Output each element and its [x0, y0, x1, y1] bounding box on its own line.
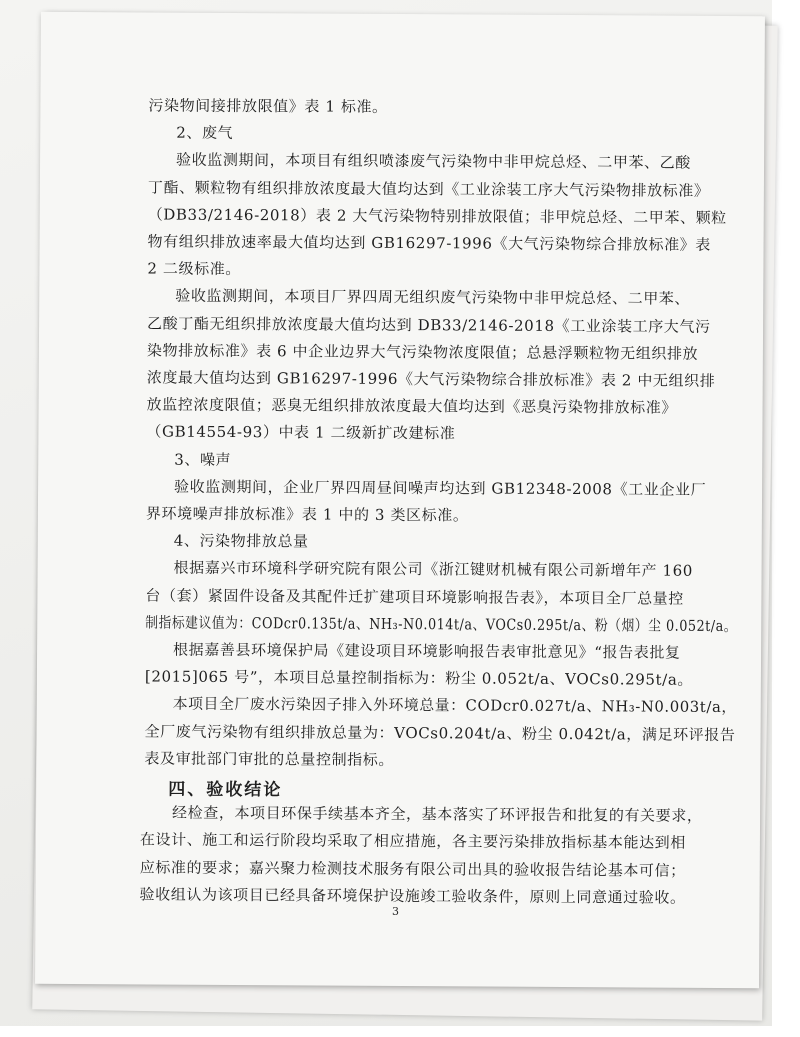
text-line: 在设计、施工和运行阶段均采取了相应措施，各主要污染排放指标基本能达到相	[139, 830, 686, 853]
text-line: 物有组织排放速率最大值均达到 GB16297-1996《大气污染物综合排放标准》表	[147, 232, 711, 254]
text-line: 浓度最大值均达到 GB16297-1996《大气污染物综合排放标准》表 2 中无组织排	[146, 368, 716, 390]
text-line: 污染物间接排放限值》表 1 标准。	[148, 96, 388, 116]
document-page-lower	[35, 12, 765, 988]
desk-edge-right	[772, 0, 800, 1037]
text-line: 验收监测期间，企业厂界四周昼间噪声均达到 GB12348-2008《工业企业厂	[174, 477, 707, 499]
text-line: [2015]065 号”，本项目总量控制指标为：粉尘 0.052t/a、VOCs0.295t/a。	[144, 667, 694, 689]
text-line: 应标准的要求；嘉兴聚力检测技术服务有限公司出具的验收报告结论基本可信；	[139, 858, 686, 880]
text-line: 经检查，本项目环保手续基本齐全，基本落实了环评报告和批复的有关要求，	[172, 803, 703, 826]
text-line: 验收监测期间，本项目厂界四周无组织废气污染物中非甲烷总烃、二甲苯、	[175, 287, 691, 309]
text-line: 台（套）紧固件设备及其配件迁扩建项目环境影响报告表》，本项目全厂总量控	[145, 586, 684, 608]
page-number: 3	[392, 904, 399, 918]
text-line: （GB14554-93）中表 1 二级新扩改建标准	[146, 422, 456, 443]
text-line: 2 二级标准。	[147, 259, 241, 279]
desk-edge-bottom	[0, 1026, 800, 1037]
section-heading-noise: 3、噪声	[174, 450, 232, 469]
text-line: 放监控浓度限值；恶臭无组织排放浓度最大值均达到《恶臭污染物排放标准》	[146, 395, 678, 417]
text-line: 表及审批部门审批的总量控制指标。	[144, 749, 395, 769]
text-line: （DB33/2146-2018）表 2 大气污染物特别排放限值；非甲烷总烃、二甲苯、颗粒	[147, 205, 727, 227]
text-line: 验收监测期间，本项目有组织喷漆废气污染物中非甲烷总烃、二甲苯、乙酸	[176, 151, 691, 173]
text-line: 验收组认为该项目已经具备环境保护设施竣工验收条件，原则上同意通过验收。	[139, 885, 686, 907]
section-heading-total-emissions: 4、污染物排放总量	[173, 531, 309, 551]
text-line: 全厂废气污染物有组织排放总量为：VOCs0.204t/a、粉尘 0.042t/a，满足环评报告	[144, 722, 736, 744]
text-line: 根据嘉兴市环境科学研究院有限公司《浙江键财机械有限公司新增年产 160	[173, 559, 694, 581]
text-line: 染物排放标准》表 6 中企业边界大气污染物浓度限值；总悬浮颗粒物无组织排放	[146, 341, 699, 363]
section-heading-waste-gas: 2、废气	[176, 123, 234, 143]
text-line: 制指标建议值为：CODcr0.135t/a、NH₃-N0.014t/a、VOCs0.295t/a、粉（烟）尘 0.052t/a。	[145, 613, 738, 635]
text-line: 根据嘉善县环境保护局《建设项目环境影响报告表审批意见》“报告表批复	[173, 640, 681, 662]
text-line: 丁酯、颗粒物有组织排放浓度最大值均达到《工业涂装工序大气污染物排放标准》	[147, 178, 710, 200]
text-line: 乙酸丁酯无组织排放浓度最大值均达到 DB33/2146-2018《工业涂装工序大气污	[147, 314, 711, 336]
text-line: 本项目全厂废水污染因子排入外环境总量：CODcr0.027t/a、NH₃-N0.003t/a，	[172, 695, 737, 717]
text-line: 界环境噪声排放标准》表 1 中的 3 类区标准。	[145, 504, 469, 525]
section-heading-conclusion: 四、验收结论	[168, 779, 283, 801]
